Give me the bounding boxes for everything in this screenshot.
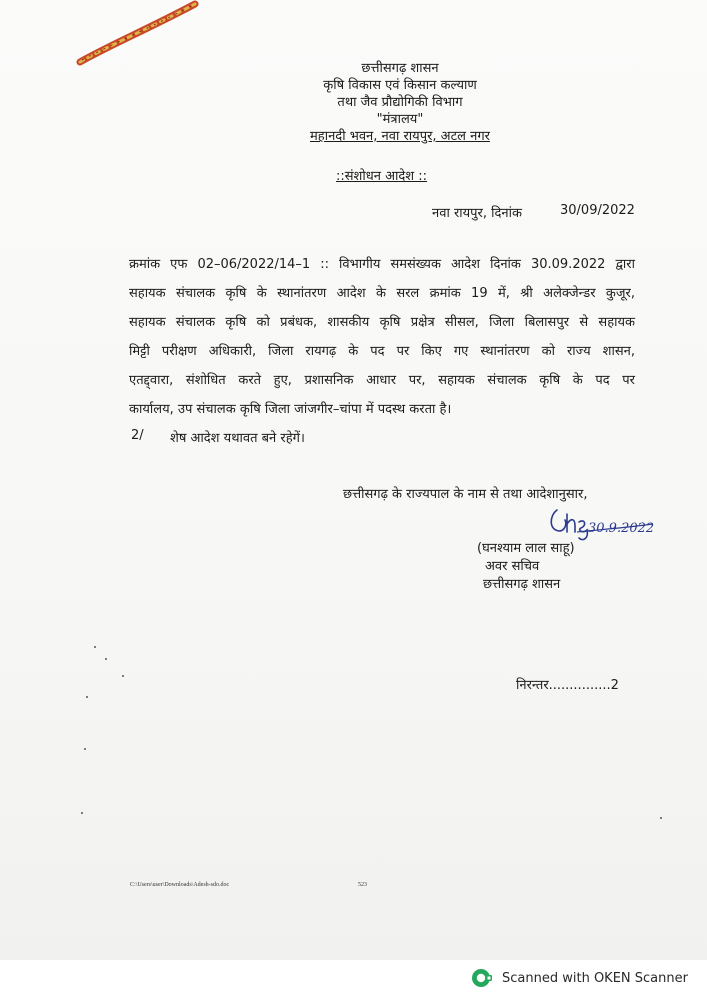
letterhead-address: महानदी भवन, नवा रायपुर, अटल नगर [310, 129, 490, 144]
para2-text: शेष आदेश यथावत बने रहेगें। [170, 431, 305, 446]
signature-date: 30.9.2022 [588, 521, 655, 536]
letterhead [250, 60, 550, 145]
body-line: सहायक संचालक कृषि को प्रबंधक, शासकीय कृषि प्रक्षेत्र सीसल, जिला बिलासपुर से सहायक [129, 315, 635, 330]
body-line: क्रमांक एफ 02–06/2022/14–1 :: विभागीय समसंख्यक आदेश दिनांक 30.09.2022 द्वारा [129, 257, 635, 272]
place-label: नवा रायपुर, दिनांक [432, 206, 522, 221]
scan-speck [94, 646, 96, 648]
oken-scanner-logo-icon [470, 966, 494, 990]
file-path: C:\Users\user\Downloads\Adesh-sdo.doc [130, 882, 230, 888]
body-line: एतद्द्वारा, संशोधित करते हुए, प्रशासनिक आधार पर, सहायक संचालक कृषि के पद पर [129, 373, 635, 388]
scan-speck [84, 748, 86, 750]
letterhead-government: छत्तीसगढ़ शासन [361, 61, 439, 76]
scan-speck [105, 658, 107, 660]
letterhead-department: कृषि विकास एवं किसान कल्याण [323, 78, 477, 93]
thread-decoration [60, 0, 210, 70]
page-number: 523 [358, 882, 367, 888]
order-body [129, 250, 635, 424]
scanner-banner [470, 963, 688, 993]
signatory-designation: अवर सचिव [485, 559, 540, 574]
order-title: ::संशोधन आदेश :: [336, 169, 428, 184]
scan-speck [86, 696, 88, 698]
signatory-name: (घनश्याम लाल साहू) [477, 541, 575, 556]
signatory-office: छत्तीसगढ़ शासन [483, 577, 561, 592]
body-line: सहायक संचालक कृषि के स्थानांतरण आदेश के सरल क्रमांक 19 में, श्री अलेक्जेन्डर कुजूर, [129, 286, 635, 301]
letterhead-department-cont: तथा जैव प्रौद्योगिकी विभाग [337, 95, 463, 110]
body-line: कार्यालय, उप संचालक कृषि जिला जांजगीर–चांपा में पदस्थ करता है। [129, 402, 452, 417]
scan-speck [660, 817, 662, 819]
scan-speck [81, 812, 83, 814]
continuation-note: निरन्तर...............2 [516, 678, 619, 693]
letterhead-ministry: "मंत्रालय" [376, 112, 424, 127]
para2-number: 2/ [131, 428, 144, 443]
scanner-banner-text: Scanned with OKEN Scanner [502, 970, 688, 986]
body-line: मिट्टी परीक्षण अधिकारी, जिला रायगढ़ के पद पर किए गए स्थानांतरण को राज्य शासन, [129, 344, 635, 359]
closing-line: छत्तीसगढ़ के राज्यपाल के नाम से तथा आदेशानुसार, [343, 487, 588, 502]
scan-speck [122, 675, 124, 677]
order-date: 30/09/2022 [560, 203, 635, 218]
